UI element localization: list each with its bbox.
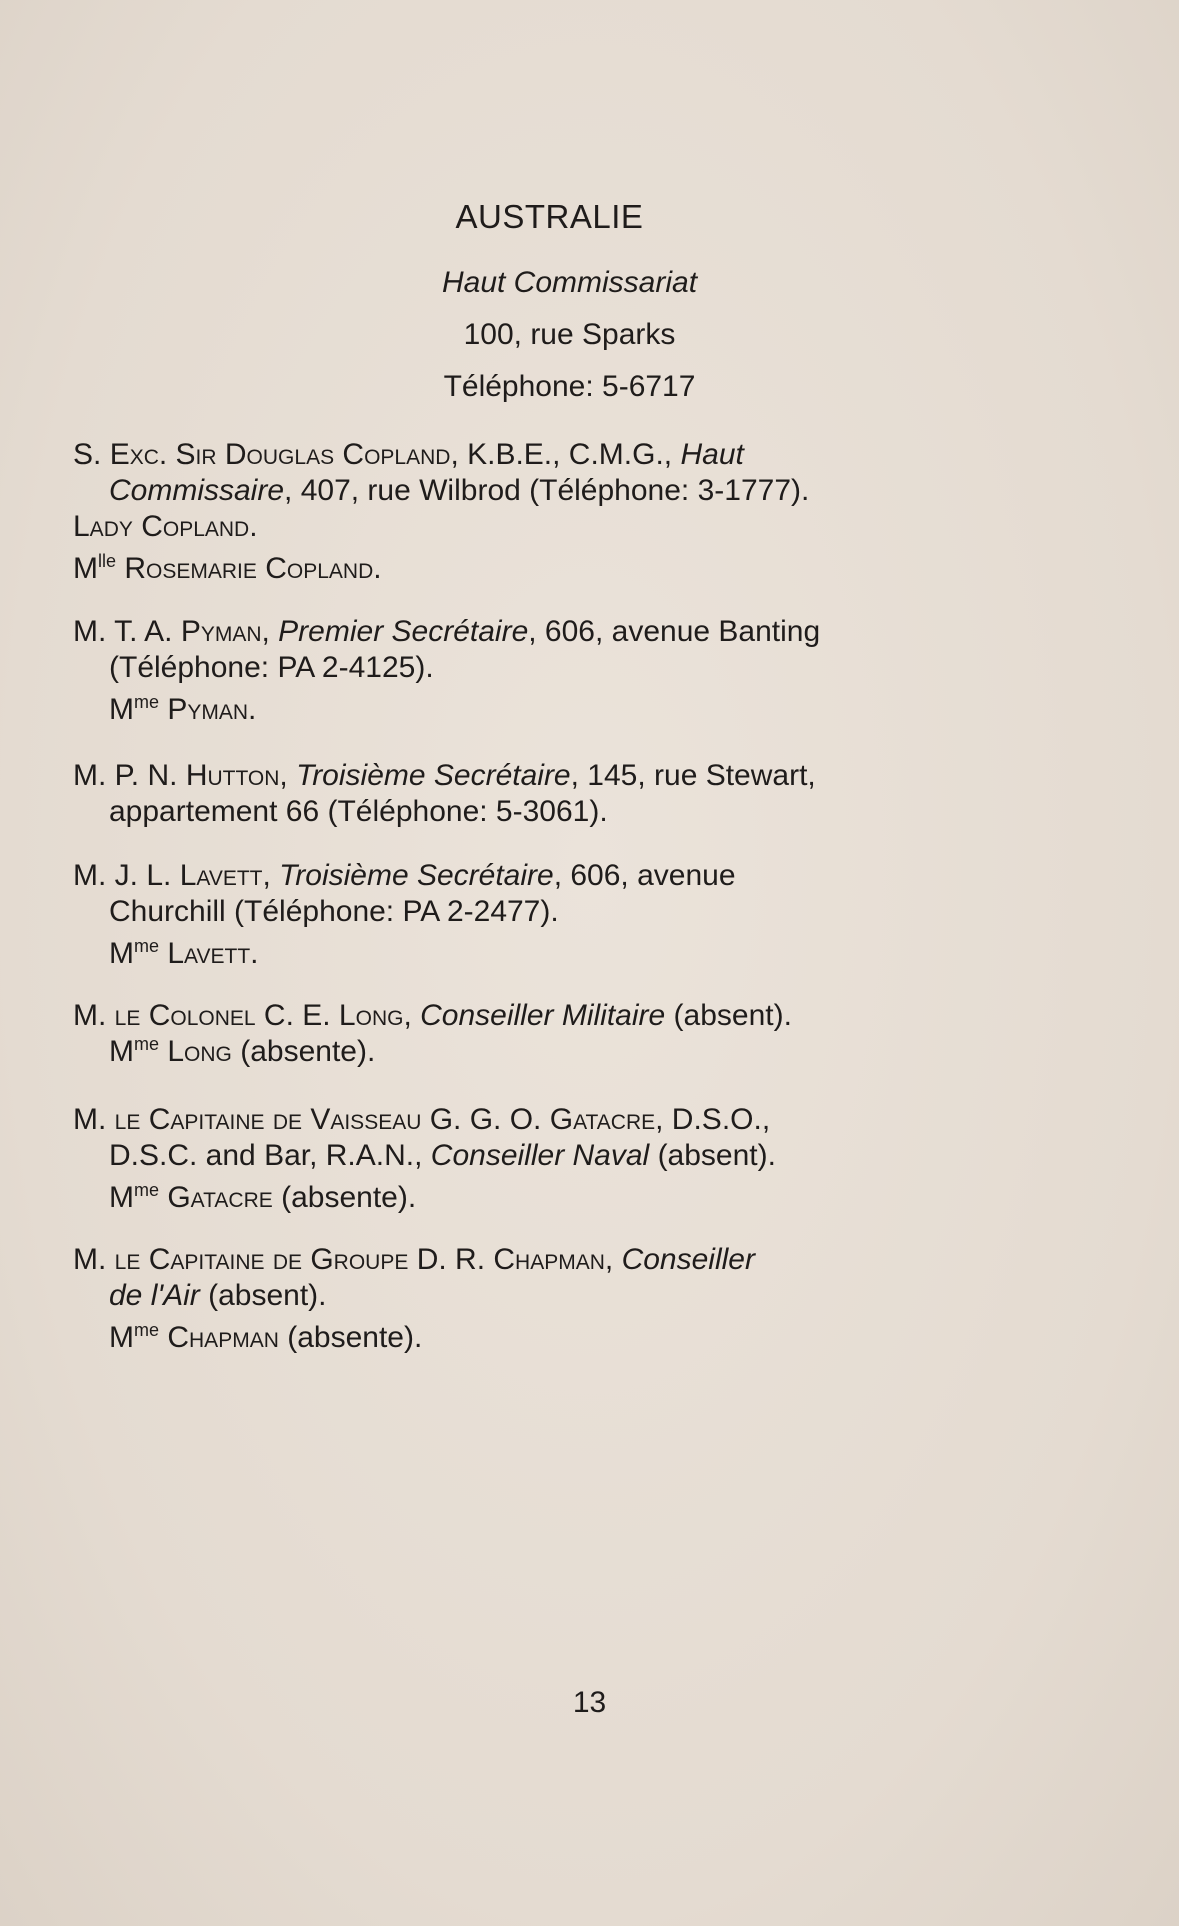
person-name: Long [159, 1035, 232, 1068]
entry-pyman [73, 614, 993, 728]
entry-line [73, 614, 993, 650]
entry-line [73, 1102, 993, 1138]
rank: le Colonel [114, 999, 256, 1032]
text: M. J. L. [73, 859, 180, 892]
text: M. [73, 1243, 115, 1276]
person-name: Rosemarie Copland. [116, 552, 382, 585]
text: (absente). [278, 1321, 423, 1354]
text: , [279, 759, 297, 792]
text: S. [73, 438, 110, 471]
text: (absent). [199, 1279, 327, 1312]
entry-line [73, 1278, 993, 1314]
title-prefix: M [109, 693, 134, 726]
office-phone: Téléphone: 5-6717 [443, 370, 696, 403]
title-superscript: lle [98, 551, 117, 571]
entry-line [73, 1034, 993, 1070]
text: , 145, rue Stewart, [570, 759, 816, 792]
office-address: 100, rue Sparks [463, 318, 676, 351]
person-name: Pyman [180, 615, 262, 648]
text: (absente). [272, 1181, 417, 1214]
job-title: Haut [680, 438, 744, 471]
entry-line [73, 794, 993, 830]
person-name: Lady Copland. [73, 510, 258, 543]
title-superscript: me [134, 1034, 160, 1054]
entry-lavett [73, 858, 993, 972]
person-name: Lavett. [159, 937, 259, 970]
entry-line [73, 858, 993, 894]
entry-line [73, 692, 993, 728]
entry-hutton [73, 758, 993, 830]
title-prefix: M [109, 1181, 134, 1214]
title-prefix: M [109, 1035, 134, 1068]
rank: le Capitaine de Vaisseau [114, 1103, 422, 1136]
entry-line [73, 1138, 993, 1174]
text: M. T. A. [73, 615, 181, 648]
text: Churchill (Téléphone: PA 2-2477). [109, 895, 559, 928]
text: , K.B.E., C.M.G., [450, 438, 681, 471]
person-name: Exc. Sir Douglas Copland [109, 438, 451, 471]
text: (Téléphone: PA 2-4125). [109, 651, 434, 684]
job-title: de l'Air [109, 1279, 200, 1312]
title-prefix: M [109, 937, 134, 970]
country-title: AUSTRALIE [455, 198, 644, 235]
text: , 407, rue Wilbrod (Téléphone: 3-1777). [284, 474, 810, 507]
text: (absent). [665, 999, 792, 1032]
entry-line [73, 998, 993, 1034]
entry-line [73, 509, 993, 545]
text: , 606, avenue Banting [528, 615, 821, 648]
text: , [403, 999, 421, 1032]
text: appartement 66 (Téléphone: 5-3061). [109, 795, 608, 828]
text: , [261, 615, 279, 648]
job-title: Premier Secrétaire [278, 615, 529, 648]
job-title: Conseiller Naval [430, 1139, 650, 1172]
person-name: Gatacre [159, 1181, 273, 1214]
text: C. E. [255, 999, 339, 1032]
text: , [262, 859, 280, 892]
text: , [604, 1243, 622, 1276]
text: M. P. N. [73, 759, 186, 792]
title-prefix: M [73, 552, 98, 585]
job-title: Conseiller [621, 1243, 755, 1276]
page-number: 13 [572, 1686, 607, 1719]
job-title: Troisième Secrétaire [296, 759, 571, 792]
person-name: Chapman [159, 1321, 279, 1354]
entry-line [73, 473, 993, 509]
text: (absente). [231, 1035, 376, 1068]
person-name: Long [338, 999, 404, 1032]
text: , D.S.O., [655, 1103, 771, 1136]
person-name: Hutton [185, 759, 280, 792]
entry-copland [73, 437, 993, 587]
entry-line [73, 936, 993, 972]
office-name: Haut Commissariat [441, 266, 698, 299]
title-prefix: M [109, 1321, 134, 1354]
person-name: Pyman. [159, 693, 257, 726]
title-superscript: me [134, 1180, 160, 1200]
job-title: Commissaire [109, 474, 285, 507]
text: M. [73, 999, 115, 1032]
entry-gatacre [73, 1102, 993, 1216]
person-name: Chapman [493, 1243, 605, 1276]
title-superscript: me [134, 1320, 160, 1340]
text: G. G. O. [421, 1103, 550, 1136]
title-superscript: me [134, 692, 160, 712]
job-title: Conseiller Militaire [420, 999, 666, 1032]
entry-line [73, 551, 993, 587]
text: (absent). [649, 1139, 776, 1172]
title-superscript: me [134, 936, 160, 956]
entry-line [73, 894, 993, 930]
job-title: Troisième Secrétaire [279, 859, 554, 892]
entry-line [73, 437, 993, 473]
text: D.S.C. and Bar, R.A.N., [109, 1139, 431, 1172]
text: M. [73, 1103, 115, 1136]
entry-line [73, 1320, 993, 1356]
text: D. R. [408, 1243, 494, 1276]
entry-line [73, 1242, 993, 1278]
entry-line [73, 758, 993, 794]
person-name: Lavett [179, 859, 263, 892]
text: , 606, avenue [553, 859, 736, 892]
rank: le Capitaine de Groupe [114, 1243, 409, 1276]
entry-long [73, 998, 993, 1070]
entry-line [73, 1180, 993, 1216]
person-name: Gatacre [549, 1103, 656, 1136]
entry-line [73, 650, 993, 686]
entry-chapman [73, 1242, 993, 1356]
